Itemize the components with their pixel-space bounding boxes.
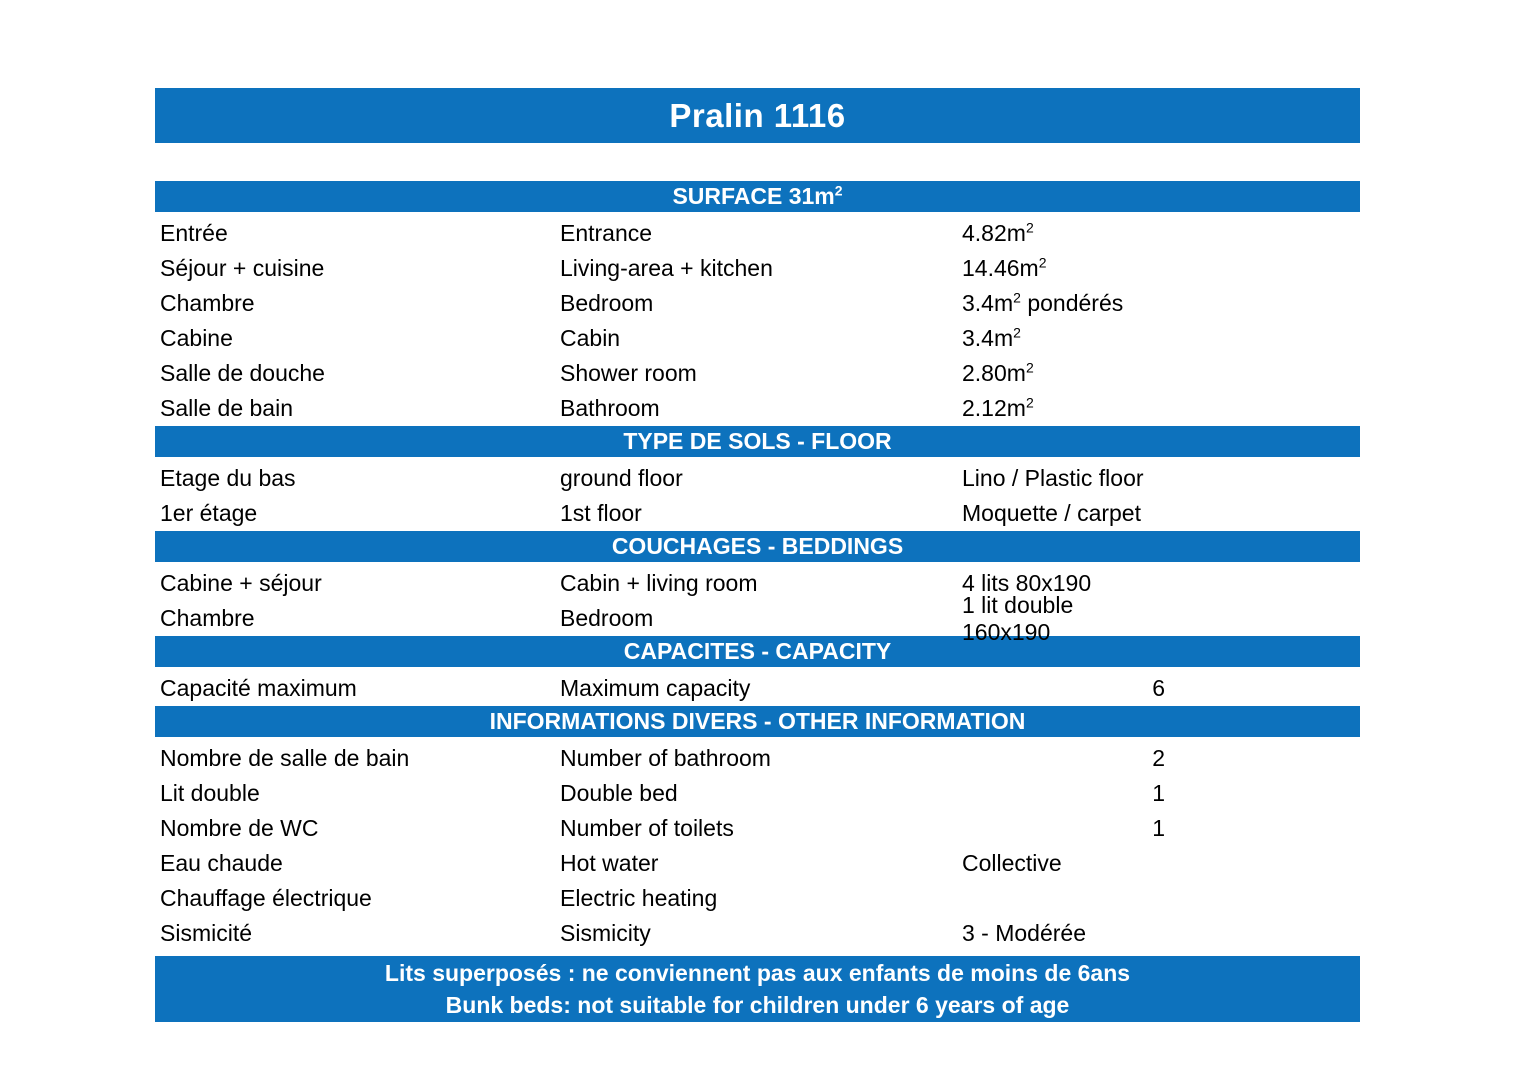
row-label-fr: Séjour + cuisine bbox=[160, 255, 325, 281]
row-label-en: Electric heating bbox=[560, 885, 718, 911]
section-header bbox=[155, 426, 1360, 457]
section bbox=[155, 706, 1360, 951]
row-value bbox=[962, 815, 1165, 842]
row-label-en: Sismicity bbox=[560, 920, 651, 946]
section-header-label: TYPE DE SOLS - FLOOR bbox=[623, 428, 892, 454]
table-row bbox=[155, 391, 1360, 426]
row-value-superscript: 2 bbox=[1013, 324, 1021, 341]
row-value-base: 3.4m bbox=[962, 325, 1014, 351]
table-row bbox=[155, 591, 1360, 645]
row-label-en: Cabin bbox=[560, 325, 621, 351]
row-value-superscript: 2 bbox=[1025, 359, 1034, 376]
row-label-en: Bathroom bbox=[560, 395, 660, 421]
row-label-en: Number of toilets bbox=[560, 815, 734, 841]
footer-notice-fr: Lits superposés : ne conviennent pas aux enfants de moins de 6ans bbox=[384, 959, 1131, 986]
row-value-base: Moquette / carpet bbox=[962, 500, 1141, 526]
row-label-en: Hot water bbox=[560, 850, 659, 876]
row-label-fr: Capacité maximum bbox=[160, 675, 357, 701]
row-label-fr: Cabine + séjour bbox=[160, 570, 322, 596]
row-label-en: Double bed bbox=[560, 780, 678, 806]
info-sheet bbox=[155, 88, 1360, 1022]
row-value bbox=[962, 500, 1165, 527]
table-row bbox=[155, 846, 1360, 881]
row-value-base: 14.46m bbox=[962, 255, 1039, 281]
section-header-label: INFORMATIONS DIVERS - OTHER INFORMATION bbox=[489, 708, 1026, 734]
row-value-base: 2.80m bbox=[962, 360, 1026, 386]
row-value-base: 4 lits 80x190 bbox=[962, 570, 1092, 596]
row-value-base: Collective bbox=[962, 850, 1062, 876]
row-label-fr: Etage du bas bbox=[160, 465, 296, 491]
section-header-label: COUCHAGES - BEDDINGS bbox=[611, 533, 904, 559]
row-label-fr: Sismicité bbox=[160, 920, 253, 946]
row-label-en: 1st floor bbox=[560, 500, 642, 526]
section-body bbox=[155, 457, 1360, 531]
row-value-suffix: pondérés bbox=[1020, 290, 1124, 316]
section-header-superscript: 2 bbox=[834, 182, 843, 199]
section bbox=[155, 181, 1360, 426]
row-value bbox=[962, 592, 1165, 646]
row-value bbox=[962, 255, 1165, 282]
row-label-en: ground floor bbox=[560, 465, 683, 491]
table-row bbox=[155, 461, 1360, 496]
row-value-base: 3.4m bbox=[962, 290, 1014, 316]
section-header-label: SURFACE 31m bbox=[672, 183, 835, 209]
table-row bbox=[155, 286, 1360, 321]
table-row bbox=[155, 566, 1360, 601]
table-row bbox=[155, 356, 1360, 391]
row-value bbox=[962, 745, 1165, 772]
section-header-label: CAPACITES - CAPACITY bbox=[623, 638, 892, 664]
row-value bbox=[962, 920, 1165, 947]
table-row bbox=[155, 216, 1360, 251]
row-value-base: 2 bbox=[1152, 745, 1165, 771]
table-row bbox=[155, 741, 1360, 776]
row-label-fr: Entrée bbox=[160, 220, 228, 246]
table-row bbox=[155, 251, 1360, 286]
footer-notice-en: Bunk beds: not suitable for children under 6 years of age bbox=[445, 991, 1070, 1018]
row-value-base: 3 - Modérée bbox=[962, 920, 1087, 946]
section-body bbox=[155, 667, 1360, 706]
section bbox=[155, 531, 1360, 645]
sections bbox=[155, 181, 1360, 951]
section-header bbox=[155, 531, 1360, 562]
row-value bbox=[962, 360, 1165, 387]
section-header bbox=[155, 636, 1360, 667]
table-row bbox=[155, 496, 1360, 531]
row-label-en: Maximum capacity bbox=[560, 675, 751, 701]
row-value-base: 1 bbox=[1152, 815, 1165, 841]
footer-notice bbox=[155, 956, 1360, 1022]
section-body bbox=[155, 737, 1360, 951]
row-label-en: Living-area + kitchen bbox=[560, 255, 773, 281]
row-label-fr: Salle de bain bbox=[160, 395, 293, 421]
row-value bbox=[962, 675, 1165, 702]
row-value bbox=[962, 325, 1165, 352]
row-value-superscript: 2 bbox=[1038, 254, 1047, 271]
row-label-fr: Lit double bbox=[160, 780, 260, 806]
row-value-base: 1 lit double 160x190 bbox=[962, 591, 1074, 645]
row-value bbox=[962, 465, 1165, 492]
row-label-en: Number of bathroom bbox=[560, 745, 771, 771]
row-value-base: 4.82m bbox=[962, 220, 1026, 246]
table-row bbox=[155, 916, 1360, 951]
row-value bbox=[962, 395, 1165, 422]
row-label-fr: Cabine bbox=[160, 325, 233, 351]
table-row bbox=[155, 321, 1360, 356]
row-label-fr: Chauffage électrique bbox=[160, 885, 372, 911]
section-header bbox=[155, 706, 1360, 737]
row-label-fr: Chambre bbox=[160, 290, 255, 316]
row-value-superscript: 2 bbox=[1013, 289, 1021, 306]
section-body bbox=[155, 212, 1360, 426]
row-value-base: Lino / Plastic floor bbox=[962, 465, 1144, 491]
row-label-fr: 1er étage bbox=[160, 500, 258, 526]
row-value-base: 1 bbox=[1152, 780, 1165, 806]
row-value bbox=[962, 290, 1165, 317]
row-value bbox=[962, 220, 1165, 247]
row-label-en: Bedroom bbox=[560, 290, 654, 316]
row-label-en: Cabin + living room bbox=[560, 570, 758, 596]
row-value-base: 6 bbox=[1152, 675, 1165, 701]
section bbox=[155, 426, 1360, 531]
section bbox=[155, 636, 1360, 706]
row-label-fr: Nombre de WC bbox=[160, 815, 319, 841]
row-label-en: Entrance bbox=[560, 220, 653, 246]
table-row bbox=[155, 671, 1360, 706]
row-value bbox=[962, 850, 1165, 877]
row-label-en: Bedroom bbox=[560, 605, 654, 631]
row-value-superscript: 2 bbox=[1025, 394, 1034, 411]
table-row bbox=[155, 776, 1360, 811]
row-label-fr: Eau chaude bbox=[160, 850, 283, 876]
row-label-fr: Nombre de salle de bain bbox=[160, 745, 410, 771]
row-value bbox=[962, 780, 1165, 807]
row-value-superscript: 2 bbox=[1025, 219, 1034, 236]
table-row bbox=[155, 811, 1360, 846]
table-row bbox=[155, 881, 1360, 916]
row-value-base: 2.12m bbox=[962, 395, 1026, 421]
row-label-fr: Salle de douche bbox=[160, 360, 325, 386]
section-body bbox=[155, 562, 1360, 645]
row-label-en: Shower room bbox=[560, 360, 697, 386]
page-title: Pralin 1116 bbox=[155, 88, 1360, 143]
row-label-fr: Chambre bbox=[160, 605, 255, 631]
section-header bbox=[155, 181, 1360, 212]
